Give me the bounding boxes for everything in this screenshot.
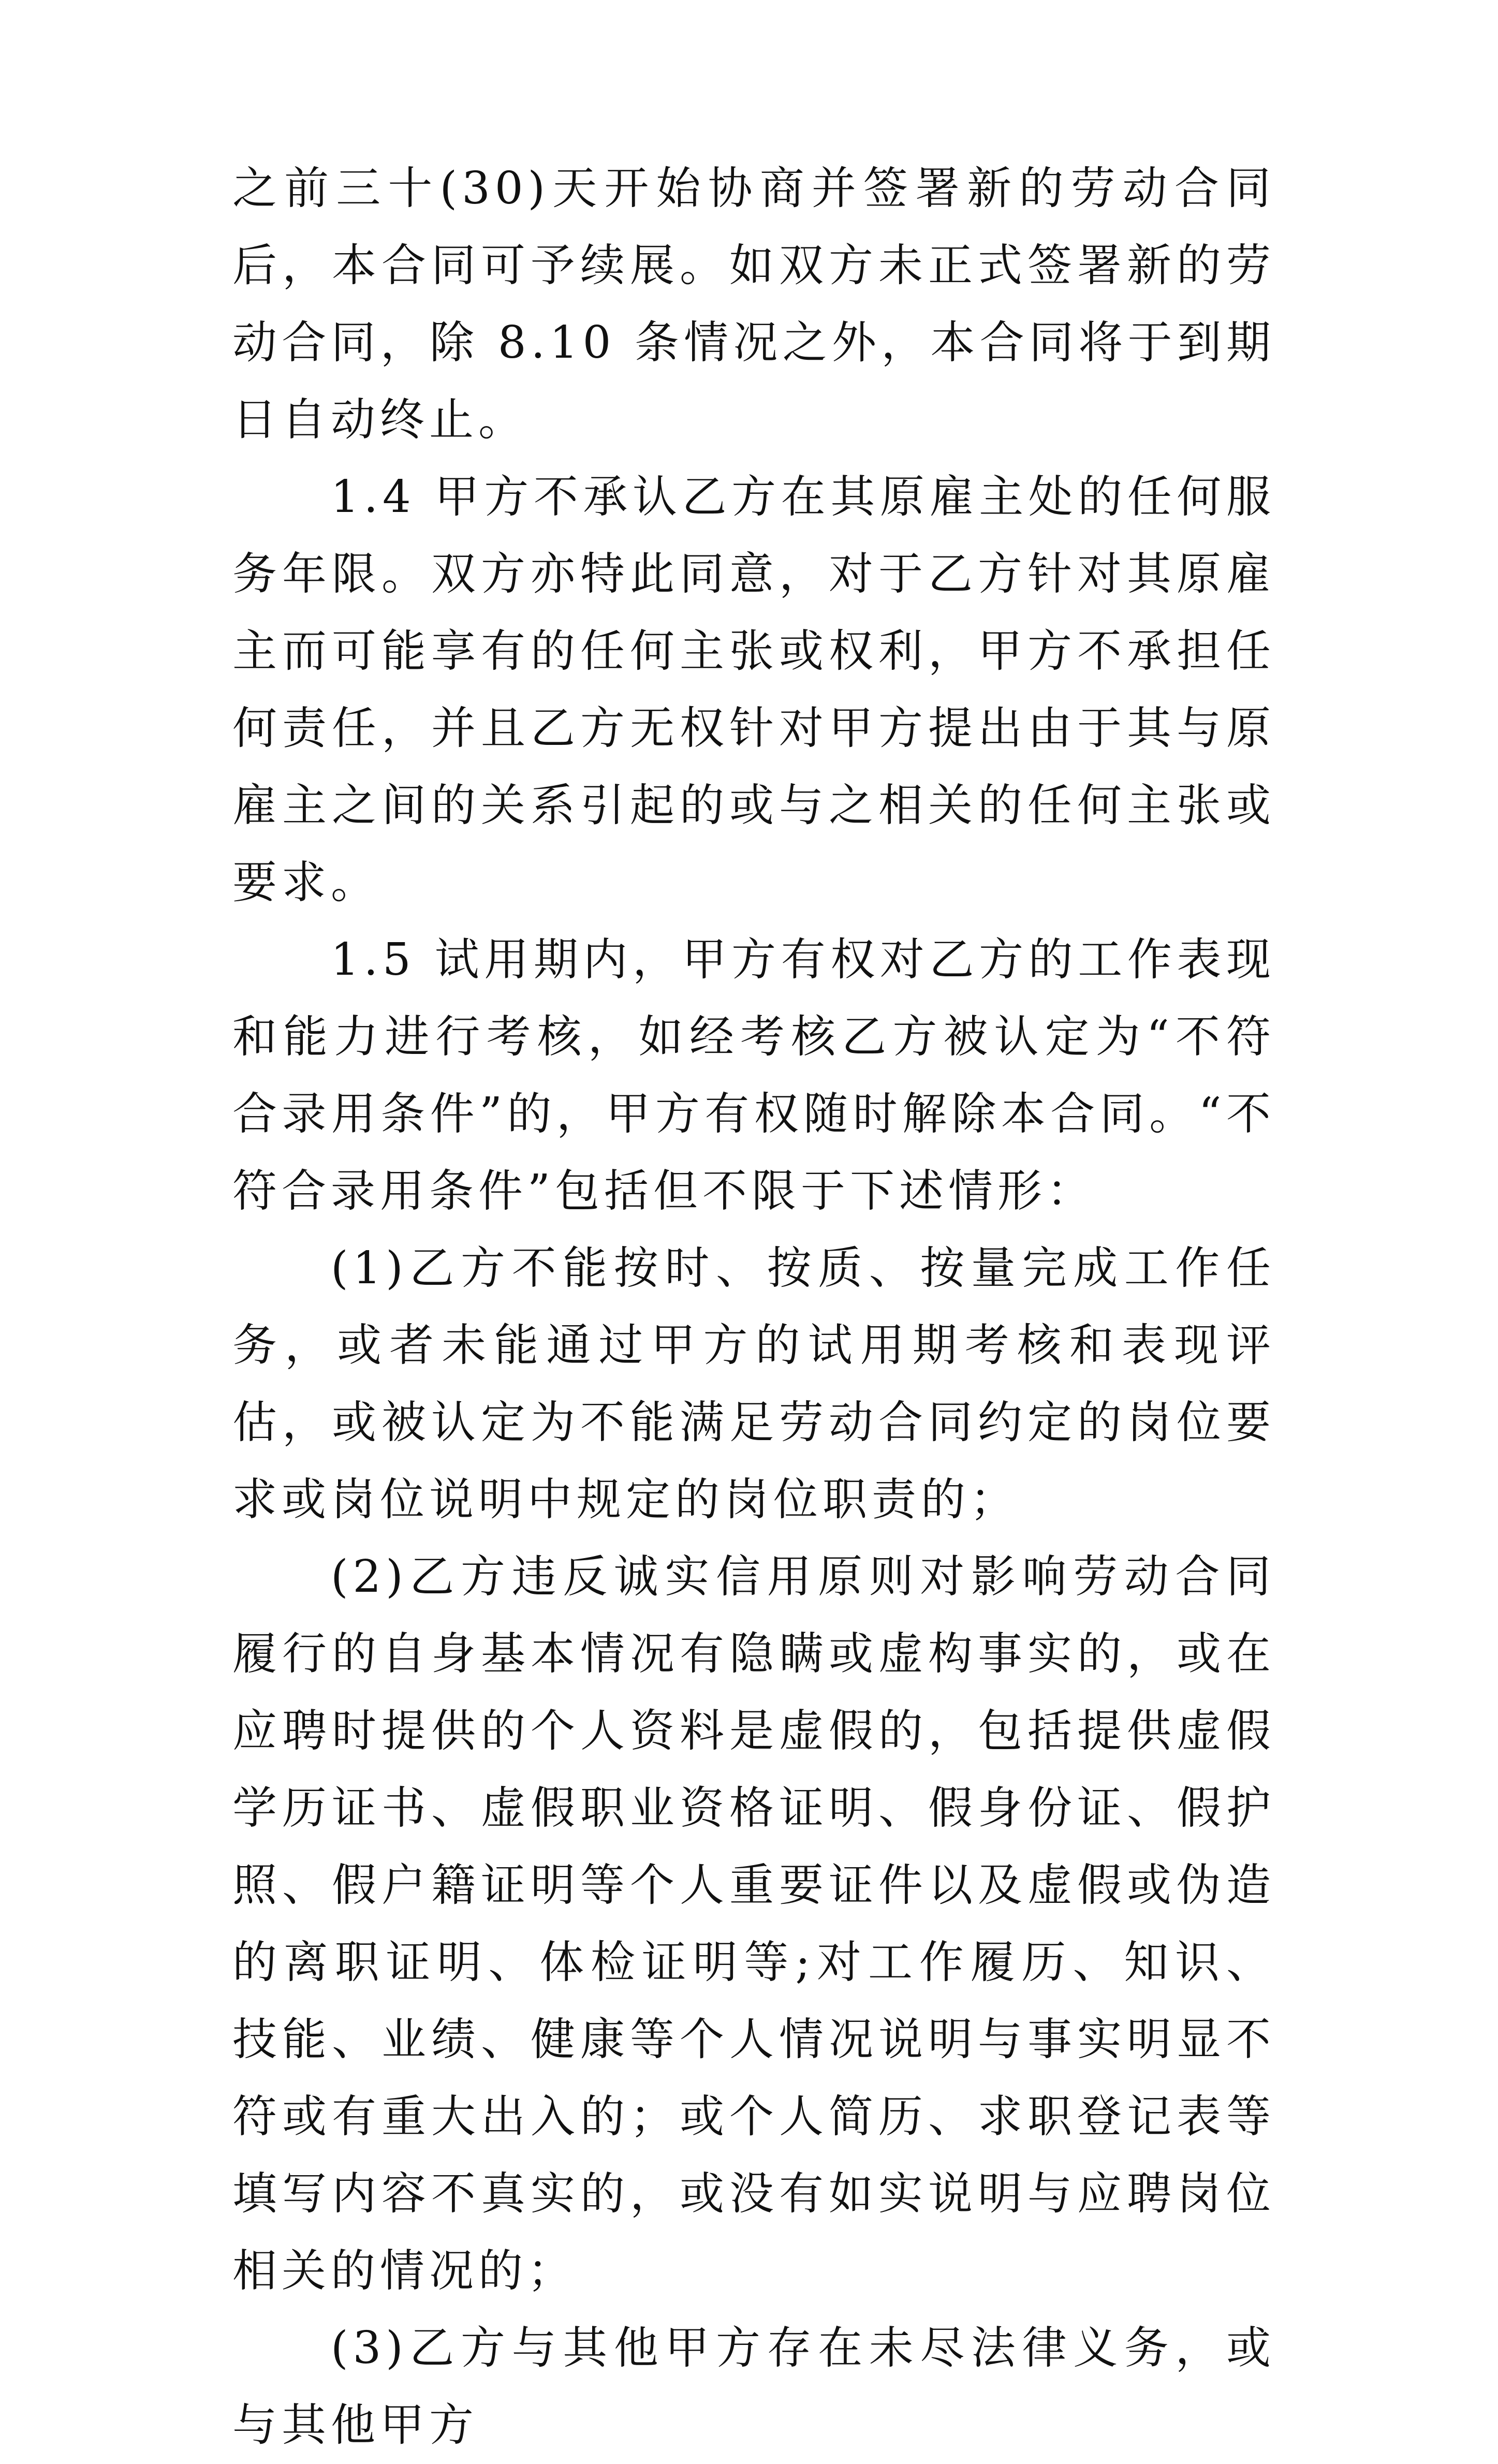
paragraph-contract-renewal: 之前三十(30)天开始协商并签署新的劳动合同后，本合同可予续展。如双方未正式签署新的劳动合同，除 8.10 条情况之外，本合同将于到期日自动终止。 xyxy=(232,163,1275,446)
document-body xyxy=(232,150,1275,2464)
paragraph-clause-1-5: 1.5 试用期内，甲方有权对乙方的工作表现和能力进行考核，如经考核乙方被认定为“不符合录用条件”的，甲方有权随时解除本合同。“不符合录用条件”包括但不限于下述情形： xyxy=(232,934,1275,1217)
paragraph-clause-1-4: 1.4 甲方不承认乙方在其原雇主处的任何服务年限。双方亦特此同意，对于乙方针对其原雇主而可能享有的任何主张或权利，甲方不承担任何责任，并且乙方无权针对甲方提出由于其与原雇主之间的关系引起的或与之相关的任何主张或要求。 xyxy=(232,471,1275,908)
paragraph-item-2: (2)乙方违反诚实信用原则对影响劳动合同履行的自身基本情况有隐瞒或虚构事实的，或在应聘时提供的个人资料是虚假的，包括提供虚假学历证书、虚假职业资格证明、假身份证、假护照、假户籍证明等个人重要证件以及虚假或伪造的离职证明、体检证明等;对工作履历、知识、技能、业绩、健康等个人情况说明与事实明显不符或有重大出入的；或个人简历、求职登记表等填写内容不真实的，或没有如实说明与应聘岗位相关的情况的； xyxy=(232,1551,1275,2297)
paragraph-item-3: (3)乙方与其他甲方存在未尽法律义务，或与其他甲方 xyxy=(232,2322,1275,2451)
paragraph-item-1: (1)乙方不能按时、按质、按量完成工作任务，或者未能通过甲方的试用期考核和表现评估，或被认定为不能满足劳动合同约定的岗位要求或岗位说明中规定的岗位职责的； xyxy=(232,1242,1275,1526)
